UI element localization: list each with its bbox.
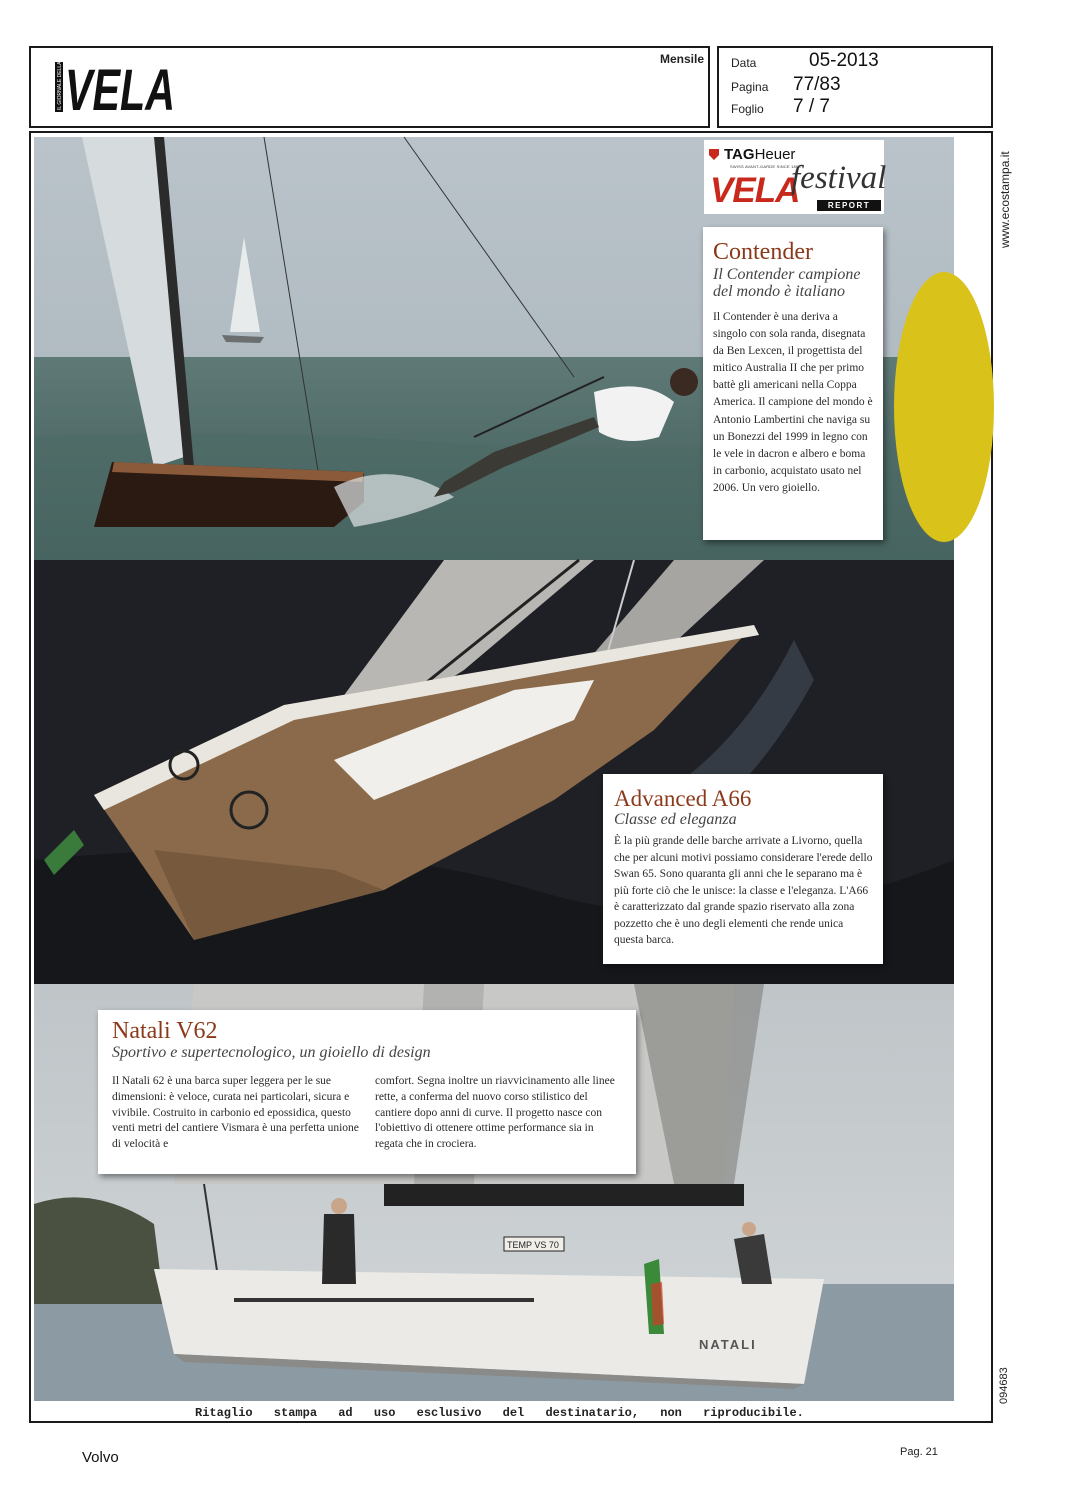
article-advanced-a66 [603, 774, 883, 964]
hull-name-text: NATALI [699, 1337, 757, 1352]
badge-festival-word: festival [791, 160, 887, 196]
advertiser-name: Volvo [82, 1449, 119, 1466]
article-subtitle: Classe ed eleganza [614, 811, 737, 828]
disclaimer-text: Ritaglio stampa ad uso esclusivo del destinatario, non riproducibile. [195, 1406, 804, 1420]
article-title: Natali V62 [112, 1018, 218, 1044]
tagheuer-shield-icon [708, 148, 720, 160]
article-contender [703, 227, 883, 540]
meta-sheet-value: 7 / 7 [793, 96, 830, 117]
badge-vela-logo: VELA [710, 171, 800, 210]
badge-brand-tagline: SWISS AVANT-GARDE SINCE 1860 [730, 164, 801, 169]
badge-brand: TAGHeuer [724, 146, 796, 163]
article-subtitle: Sportivo e supertecnologico, un gioiello di design [112, 1044, 431, 1061]
frequency-label: Mensile [659, 52, 704, 66]
festival-report-badge [704, 140, 887, 214]
meta-page-value: 77/83 [793, 74, 841, 95]
badge-report-label: REPORT [817, 200, 881, 211]
meta-date-label: Data [731, 56, 757, 70]
header-meta-box [717, 46, 993, 128]
crew-banner-text: TEMP VS 70 [507, 1240, 559, 1250]
page-number: Pag. 21 [900, 1446, 938, 1458]
article-body: Il Contender è una deriva a singolo con sola randa, disegnata da Ben Lexcen, il progettista del mitico Australia II che per primo battè gli americani nella Coppa America. Il campione del mondo è Antonio Lambertini che naviga su un Bonezzi del 1999 in legno con le vele in dacron e albero e boma in carbonio, acquistato usato nel 2006. Un vero gioiello. [713, 311, 873, 494]
article-body-col1: Il Natali 62 è una barca super leggera per le sue dimensioni: è veloce, curata nei particolari, sicura e vivibile. Costruito in carbonio ed epossidica, questo venti metri del cantiere Vismara è una perfetta unione di velocità e [112, 1075, 359, 1151]
meta-page-label: Pagina [731, 80, 769, 94]
article-body: È la più grande delle barche arrivate a Livorno, quella che per alcuni motivi possiamo considerare l'erede dello Swan 65. Sono quaranta gli anni che le separano ma è più forte ciò che le unisce: la classe e l'eleganza. L'A66 è caratterizzato dal grande spazio riservato alla zona pozzetto che è uno degli elementi che rende unica questa barca. [614, 835, 873, 946]
side-website: www.ecostampa.it [998, 151, 1012, 248]
logo-text: VELA [65, 58, 175, 123]
article-body-col2: comfort. Segna inoltre un riavvicinamento alle linee rette, a conferma del nuovo corso stilistico del cantiere dopo anni di curve. Il progetto nasce con l'obiettivo di ottenere ottime performance sia in regata che in crociera. [375, 1075, 615, 1151]
article-title: Advanced A66 [614, 786, 752, 811]
meta-date-value: 05-2013 [809, 50, 879, 71]
vela-logo [55, 58, 177, 123]
article-subtitle: Il Contender campione del mondo è italiano [713, 266, 861, 300]
article-columns [112, 1074, 624, 1153]
article-natali-v62 [98, 1010, 636, 1174]
article-title: Contender [713, 239, 813, 265]
logo-tagline: IL GIORNALE DELLA [57, 61, 63, 110]
side-code: 094683 [998, 1367, 1010, 1404]
meta-sheet-label: Foglio [731, 102, 764, 116]
